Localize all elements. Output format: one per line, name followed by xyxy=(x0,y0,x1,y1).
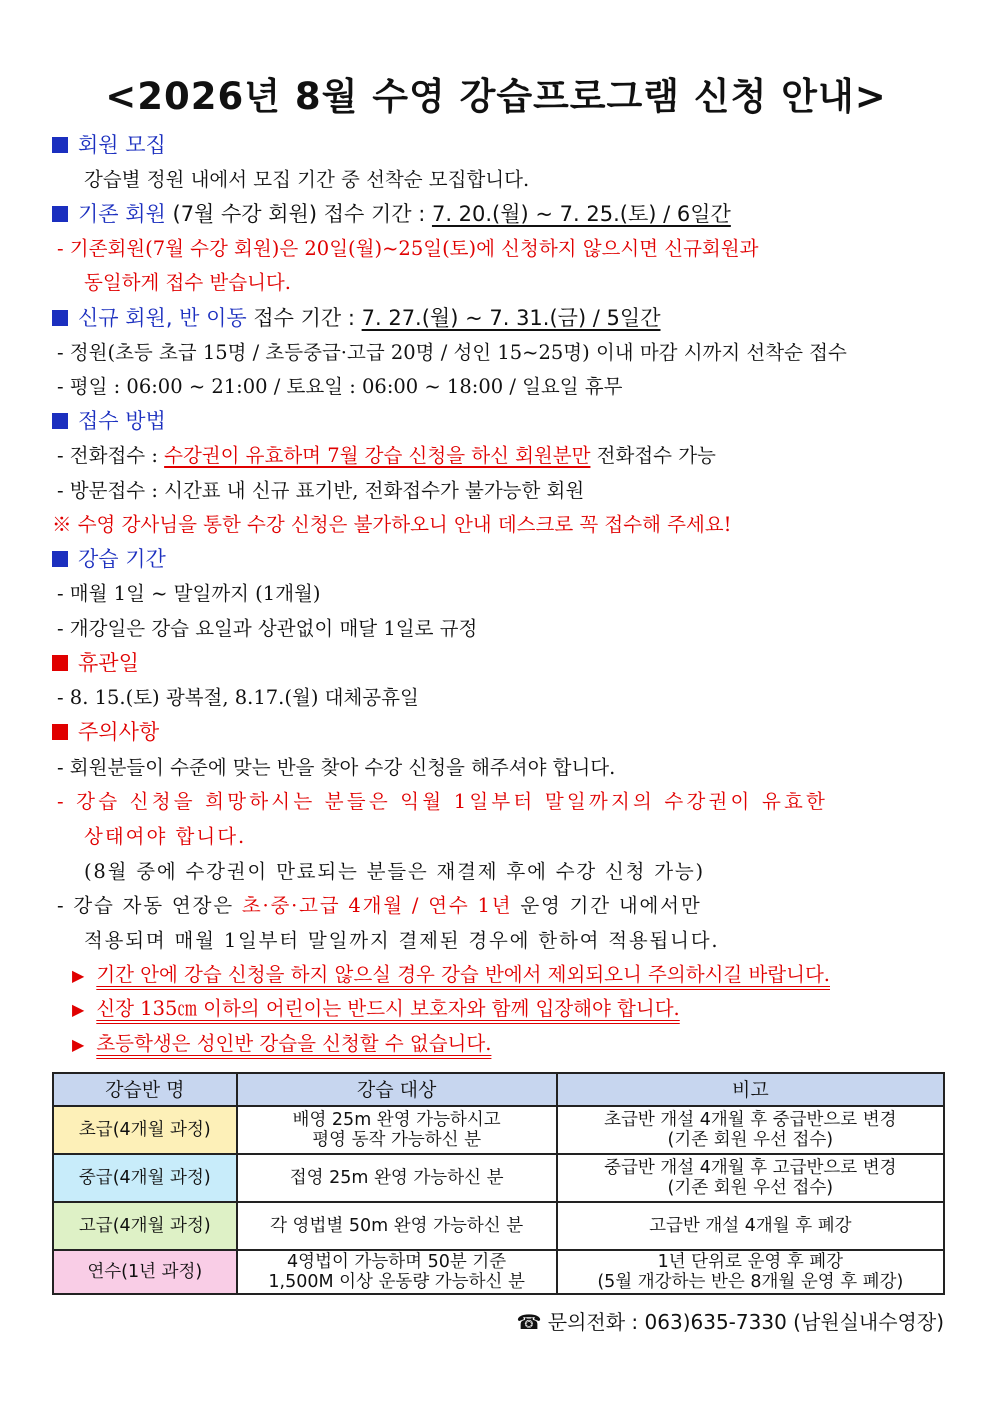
caution-line1: - 회원분들이 수준에 맞는 반을 찾아 수강 신청을 해주셔야 합니다. xyxy=(57,756,616,779)
phone-icon: ☎ xyxy=(516,1310,542,1334)
caution-bullet-3 xyxy=(72,1031,491,1058)
existing-mid-text: (7월 수강 회원) 접수 기간 : xyxy=(165,202,432,226)
class-name-cell: 초급(4개월 과정) xyxy=(53,1106,237,1154)
method-phone-suffix: 전화접수 가능 xyxy=(590,444,716,467)
note-line: 1년 단위로 운영 후 폐강 xyxy=(657,1252,844,1272)
caution-line4: (8월 중에 수강권이 만료되는 분들은 재결제 후에 수강 신청 가능) xyxy=(84,860,705,883)
square-bullet-icon xyxy=(52,413,68,429)
caution-heading-text: 주의사항 xyxy=(78,720,160,744)
target-line: 평영 동작 가능하신 분 xyxy=(312,1130,482,1150)
target-line: 1,500M 이상 운동량 가능하신 분 xyxy=(268,1272,525,1292)
table-header-row xyxy=(53,1073,944,1106)
new-mid-text: 접수 기간 : xyxy=(246,306,362,330)
period-line2: - 개강일은 강습 요일과 상관없이 매달 1일로 규정 xyxy=(57,617,478,640)
note-line: 초급반 개설 4개월 후 중급반으로 변경 xyxy=(604,1110,897,1130)
caution-bullet-1 xyxy=(72,962,830,989)
triangle-right-icon: ▶ xyxy=(72,1000,85,1019)
caution-bullet-text: 기간 안에 강습 신청을 하지 않으실 경우 강습 반에서 제외되오니 주의하시길 바랍니다. xyxy=(96,963,830,986)
table-header-cell: 강습 대상 xyxy=(237,1073,557,1106)
method-phone-highlight: 수강권이 유효하며 7월 강습 신청을 하신 회원분만 xyxy=(164,444,591,467)
note-line: (기존 회원 우선 접수) xyxy=(667,1130,834,1150)
section-method-heading xyxy=(52,408,166,434)
existing-period: 7. 20.(월) ~ 7. 25.(토) / 6일간 xyxy=(431,202,731,226)
method-warning: ※ 수영 강사님을 통한 수강 신청은 불가하오니 안내 데스크로 꼭 접수해 주세요! xyxy=(52,513,732,536)
square-bullet-icon xyxy=(52,551,68,567)
caution-line3: 상태여야 합니다. xyxy=(84,825,247,848)
contact-text: 문의전화 : 063)635-7330 (남원실내수영장) xyxy=(547,1310,944,1334)
existing-heading-text: 기존 회원 xyxy=(78,202,166,226)
note-cell xyxy=(557,1154,944,1202)
section-holiday-heading xyxy=(52,650,139,676)
page-title: <2026년 8월 수영 강습프로그램 신청 안내> xyxy=(105,75,887,118)
membership-heading-text: 회원 모집 xyxy=(78,133,166,157)
note-cell xyxy=(557,1106,944,1154)
class-table xyxy=(52,1072,945,1295)
caution-line5-prefix: - 강습 자동 연장은 xyxy=(57,894,242,917)
membership-text: 강습별 정원 내에서 모집 기간 중 선착순 모집합니다. xyxy=(84,168,530,191)
target-line: 배영 25m 완영 가능하시고 xyxy=(292,1110,501,1130)
square-bullet-icon xyxy=(52,310,68,326)
existing-note-line2: 동일하게 접수 받습니다. xyxy=(84,271,291,294)
contact-info xyxy=(517,1306,944,1335)
period-line1: - 매월 1일 ~ 말일까지 (1개월) xyxy=(57,582,321,605)
method-heading-text: 접수 방법 xyxy=(78,409,166,433)
table-row xyxy=(53,1202,944,1250)
method-phone-prefix: - 전화접수 : xyxy=(57,444,165,467)
table-row xyxy=(53,1250,944,1294)
triangle-right-icon: ▶ xyxy=(72,966,85,985)
square-bullet-icon xyxy=(52,137,68,153)
table-header-cell: 강습반 명 xyxy=(53,1073,237,1106)
class-name-cell: 고급(4개월 과정) xyxy=(53,1202,237,1250)
new-line1: - 정원(초등 초급 15명 / 초등중급·고급 20명 / 성인 15~25명) 이내 마감 시까지 선착순 접수 xyxy=(57,341,847,364)
target-cell xyxy=(237,1202,557,1250)
holiday-line1: - 8. 15.(토) 광복절, 8.17.(월) 대체공휴일 xyxy=(57,686,419,709)
section-caution-heading xyxy=(52,719,159,745)
method-visit: - 방문접수 : 시간표 내 신규 표기반, 전화접수가 불가능한 회원 xyxy=(57,479,585,502)
class-name-cell: 중급(4개월 과정) xyxy=(53,1154,237,1202)
target-line: 각 영법별 50m 완영 가능하신 분 xyxy=(270,1216,524,1236)
holiday-heading-text: 휴관일 xyxy=(78,651,139,675)
new-heading-text: 신규 회원, 반 이동 xyxy=(78,306,247,330)
caution-line6: 적용되며 매월 1일부터 말일까지 결제된 경우에 한하여 적용됩니다. xyxy=(84,929,720,952)
section-membership-heading xyxy=(52,132,166,158)
note-line: (기존 회원 우선 접수) xyxy=(667,1178,834,1198)
note-line: 고급반 개설 4개월 후 폐강 xyxy=(649,1216,852,1236)
square-bullet-icon xyxy=(52,655,68,671)
target-line: 접영 25m 완영 가능하신 분 xyxy=(289,1168,504,1188)
existing-note-line1: - 기존회원(7월 수강 회원)은 20일(월)~25일(토)에 신청하지 않으시면 신규회원과 xyxy=(57,237,759,260)
caution-bullet-text: 신장 135㎝ 이하의 어린이는 반드시 보호자와 함께 입장해야 합니다. xyxy=(96,997,680,1020)
table-header-cell: 비고 xyxy=(557,1073,944,1106)
caution-line5-highlight: 초·중·고급 4개월 / 연수 1년 xyxy=(241,894,513,917)
table-row xyxy=(53,1154,944,1202)
note-line: 중급반 개설 4개월 후 고급반으로 변경 xyxy=(604,1158,897,1178)
class-name-cell: 연수(1년 과정) xyxy=(53,1250,237,1294)
section-period-heading xyxy=(52,546,166,572)
caution-bullet-text: 초등학생은 성인반 강습을 신청할 수 없습니다. xyxy=(96,1032,492,1055)
section-existing-heading xyxy=(52,201,731,227)
table-row xyxy=(53,1106,944,1154)
target-cell xyxy=(237,1106,557,1154)
period-heading-text: 강습 기간 xyxy=(78,547,166,571)
section-new-heading xyxy=(52,305,661,331)
target-line: 4영법이 가능하며 50분 기준 xyxy=(287,1252,507,1272)
caution-line2: - 강습 신청을 희망하시는 분들은 익월 1일부터 말일까지의 수강권이 유효한 xyxy=(57,790,829,813)
note-cell xyxy=(557,1202,944,1250)
square-bullet-icon xyxy=(52,206,68,222)
caution-line5 xyxy=(57,893,701,919)
note-cell xyxy=(557,1250,944,1294)
new-period: 7. 27.(월) ~ 7. 31.(금) / 5일간 xyxy=(361,306,661,330)
triangle-right-icon: ▶ xyxy=(72,1035,85,1054)
caution-bullet-2 xyxy=(72,996,680,1023)
note-line: (5월 개강하는 반은 8개월 운영 후 폐강) xyxy=(597,1272,904,1292)
square-bullet-icon xyxy=(52,724,68,740)
caution-line5-suffix: 운영 기간 내에서만 xyxy=(512,894,702,917)
target-cell xyxy=(237,1250,557,1294)
new-line2: - 평일 : 06:00 ~ 21:00 / 토요일 : 06:00 ~ 18:00 / 일요일 휴무 xyxy=(57,375,623,398)
target-cell xyxy=(237,1154,557,1202)
method-phone xyxy=(57,443,716,469)
